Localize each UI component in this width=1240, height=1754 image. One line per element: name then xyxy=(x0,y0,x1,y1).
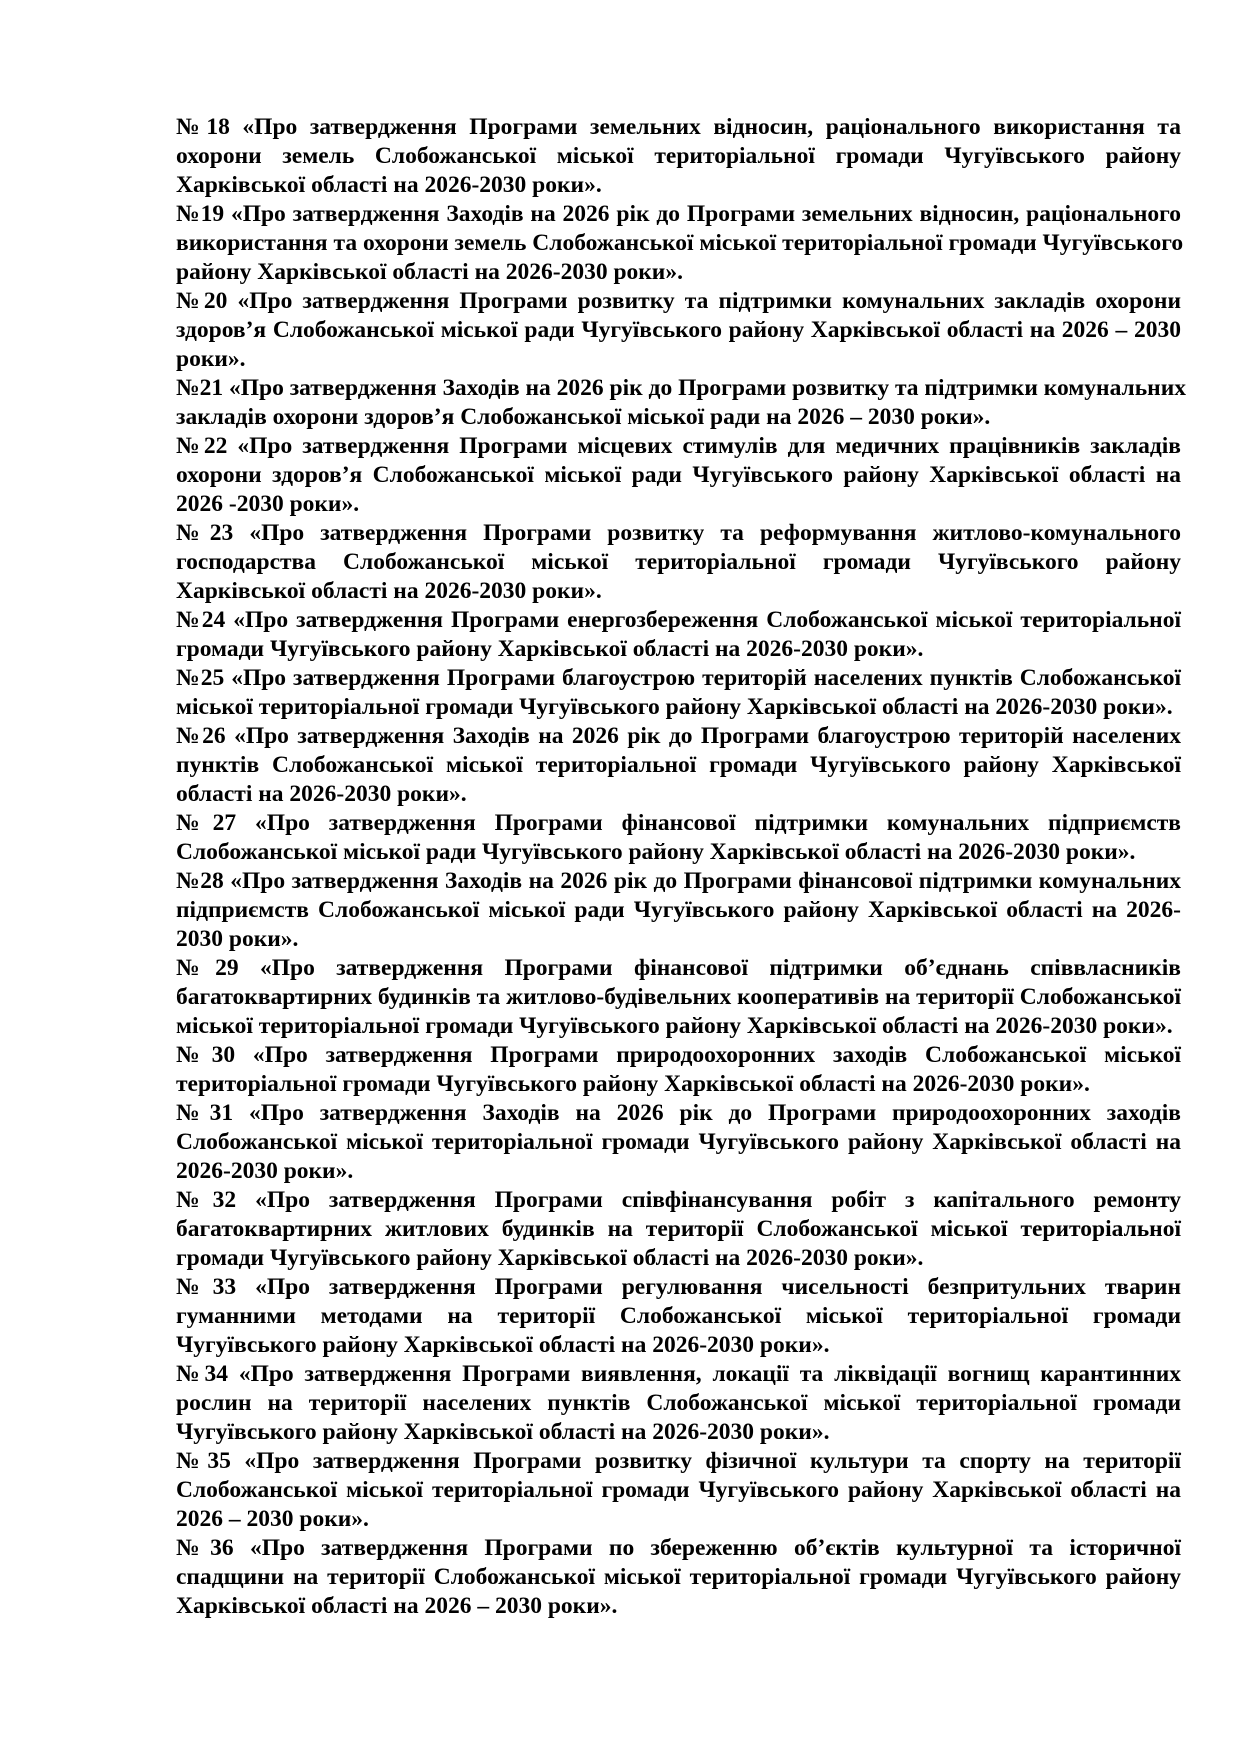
agenda-item xyxy=(176,200,1184,287)
agenda-item xyxy=(176,1186,1181,1273)
text-line: №18 «Про затвердження Програми земельних відносин, раціонального використання та xyxy=(176,114,1181,140)
text-line: використання та охорони земель Слобожанської міської територіальної громади Чугуївського xyxy=(176,230,1184,256)
text-line: багатоквартирних будинків та житлово-будівельних кооперативів на території Слобожанської xyxy=(176,984,1181,1010)
text-line: 2026-2030 роки». xyxy=(176,1158,354,1184)
agenda-item xyxy=(176,287,1181,374)
text-line: №27 «Про затвердження Програми фінансової підтримки комунальних підприємств xyxy=(176,810,1181,836)
text-line: Слобожанської міської ради Чугуївського району Харківської області на 2026-2030 роки». xyxy=(176,839,1136,865)
text-line: Харківської області на 2026-2030 роки». xyxy=(176,578,602,604)
text-line: №30 «Про затвердження Програми природоохоронних заходів Слобожанської міської xyxy=(176,1042,1181,1068)
text-line: Чугуївського району Харківської області на 2026-2030 роки». xyxy=(176,1419,830,1445)
text-line: спадщини на території Слобожанської міської територіальної громади Чугуївського району xyxy=(176,1564,1181,1590)
agenda-item xyxy=(176,519,1181,606)
text-line: №21 «Про затвердження Заходів на 2026 рік до Програми розвитку та підтримки комунальних xyxy=(176,375,1186,401)
agenda-item xyxy=(176,664,1181,722)
text-line: міської територіальної громади Чугуївського району Харківської області на 2026-2030 роки». xyxy=(176,1013,1173,1039)
text-line: області на 2026-2030 роки». xyxy=(176,781,467,807)
agenda-item xyxy=(176,722,1181,809)
text-line: №23 «Про затвердження Програми розвитку та реформування житлово-комунального xyxy=(176,520,1181,546)
text-line: 2030 роки». xyxy=(176,926,299,952)
text-line: №32 «Про затвердження Програми співфінансування робіт з капітального ремонту xyxy=(176,1187,1181,1213)
text-line: громади Чугуївського району Харківської області на 2026-2030 роки». xyxy=(176,1245,924,1271)
text-line: Харківської області на 2026-2030 роки». xyxy=(176,172,602,198)
agenda-item xyxy=(176,1534,1181,1621)
text-line: 2026 -2030 роки». xyxy=(176,491,360,517)
agenda-item xyxy=(176,1447,1181,1534)
text-line: району Харківської області на 2026-2030 роки». xyxy=(176,259,683,285)
text-line: охорони земель Слобожанської міської територіальної громади Чугуївського району xyxy=(176,143,1181,169)
text-line: Слобожанської міської територіальної громади Чугуївського району Харківської області на xyxy=(176,1129,1181,1155)
agenda-item xyxy=(176,1099,1181,1186)
text-line: №22 «Про затвердження Програми місцевих стимулів для медичних працівників закладів xyxy=(176,433,1181,459)
text-line: здоров’я Слобожанської міської ради Чугуївського району Харківської області на 2026 – 2030 xyxy=(176,317,1181,343)
text-line: №28 «Про затвердження Заходів на 2026 рік до Програми фінансової підтримки комунальних xyxy=(176,868,1181,894)
text-line: Чугуївського району Харківської області на 2026-2030 роки». xyxy=(176,1332,830,1358)
agenda-item xyxy=(176,432,1181,519)
document-body xyxy=(176,113,1186,1621)
agenda-item xyxy=(176,867,1181,954)
agenda-item xyxy=(176,1360,1181,1447)
text-line: міської територіальної громади Чугуївського району Харківської області на 2026-2030 роки». xyxy=(176,694,1173,720)
text-line: №25 «Про затвердження Програми благоустрою територій населених пунктів Слобожанської xyxy=(176,665,1181,691)
agenda-item xyxy=(176,374,1186,432)
text-line: №33 «Про затвердження Програми регулювання чисельності безпритульних тварин xyxy=(176,1274,1181,1300)
text-line: №29 «Про затвердження Програми фінансової підтримки об’єднань співвласників xyxy=(176,955,1181,981)
text-line: гуманними методами на території Слобожанської міської територіальної громади xyxy=(176,1303,1181,1329)
text-line: багатоквартирних житлових будинків на території Слобожанської міської територіальної xyxy=(176,1216,1181,1242)
text-line: громади Чугуївського району Харківської області на 2026-2030 роки». xyxy=(176,636,924,662)
agenda-item xyxy=(176,1273,1181,1360)
text-line: Харківської області на 2026 – 2030 роки». xyxy=(176,1593,618,1619)
text-line: №31 «Про затвердження Заходів на 2026 рік до Програми природоохоронних заходів xyxy=(176,1100,1181,1126)
agenda-item xyxy=(176,1041,1181,1099)
agenda-item xyxy=(176,606,1181,664)
text-line: №19 «Про затвердження Заходів на 2026 рік до Програми земельних відносин, раціонального xyxy=(176,201,1181,227)
text-line: рослин на території населених пунктів Слобожанської міської територіальної громади xyxy=(176,1390,1181,1416)
text-line: охорони здоров’я Слобожанської міської ради Чугуївського району Харківської області на xyxy=(176,462,1181,488)
text-line: Слобожанської міської територіальної громади Чугуївського району Харківської області на xyxy=(176,1477,1181,1503)
text-line: територіальної громади Чугуївського району Харківської області на 2026-2030 роки». xyxy=(176,1071,1090,1097)
text-line: №26 «Про затвердження Заходів на 2026 рік до Програми благоустрою територій населених xyxy=(176,723,1181,749)
text-line: №34 «Про затвердження Програми виявлення, локації та ліквідації вогнищ карантинних xyxy=(176,1361,1181,1387)
text-line: №35 «Про затвердження Програми розвитку фізичної культури та спорту на території xyxy=(176,1448,1181,1474)
agenda-item xyxy=(176,809,1181,867)
text-line: 2026 – 2030 роки». xyxy=(176,1506,369,1532)
text-line: господарства Слобожанської міської територіальної громади Чугуївського району xyxy=(176,549,1181,575)
text-line: роки». xyxy=(176,346,246,372)
text-line: закладів охорони здоров’я Слобожанської міської ради на 2026 – 2030 роки». xyxy=(176,404,991,430)
agenda-item xyxy=(176,954,1181,1041)
text-line: №36 «Про затвердження Програми по збереженню об’єктів культурної та історичної xyxy=(176,1535,1181,1561)
text-line: №20 «Про затвердження Програми розвитку та підтримки комунальних закладів охорони xyxy=(176,288,1181,314)
text-line: підприємств Слобожанської міської ради Чугуївського району Харківської області на 2026- xyxy=(176,897,1181,923)
text-line: пунктів Слобожанської міської територіальної громади Чугуївського району Харківської xyxy=(176,752,1181,778)
text-line: №24 «Про затвердження Програми енергозбереження Слобожанської міської територіальної xyxy=(176,607,1181,633)
agenda-item xyxy=(176,113,1181,200)
